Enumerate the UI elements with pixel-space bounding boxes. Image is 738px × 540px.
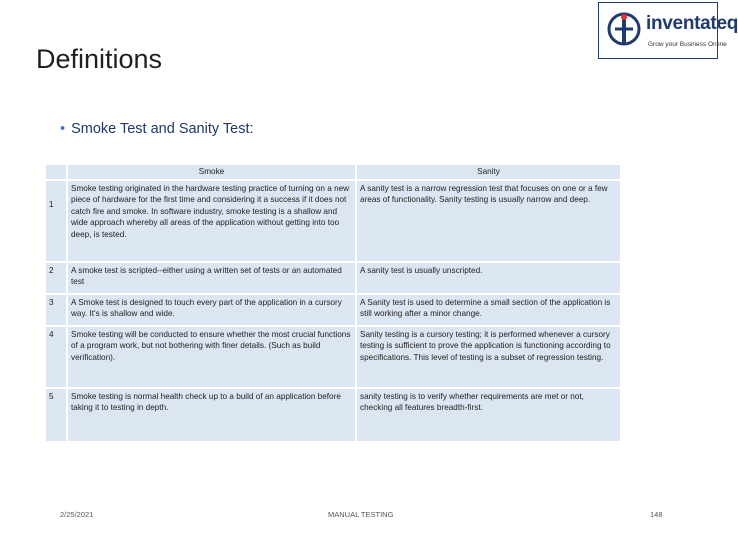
sanity-cell: A Sanity test is used to determine a small section of the application is still working after a minor change.: [356, 294, 621, 326]
row-number-cell: [45, 294, 67, 326]
table-row: [45, 294, 621, 326]
slide-title: Definitions: [36, 44, 163, 74]
row-number: 5: [49, 391, 54, 401]
logo-emblem-icon: [605, 9, 643, 53]
smoke-cell: A smoke test is scripted--either using a written set of tests or an automated test: [67, 262, 356, 294]
sanity-cell: Sanity testing is a cursory testing; it is performed whenever a cursory testing is sufficient to prove the application is functioning according to specifications. This level of testing is a subset of regression testing.: [356, 326, 621, 388]
table-row: [45, 180, 621, 262]
row-number: 4: [49, 329, 54, 339]
table-row: [45, 388, 621, 442]
smoke-cell: Smoke testing originated in the hardware testing practice of turning on a new piece of hardware for the first time and considering it a success if it does not catch fire and smoke. In software industry, smoke testing is a shallow and wide approach whereby all areas of the application without getting into too deep, is tested.: [67, 180, 356, 262]
header-cell-sanity: Sanity: [356, 164, 621, 180]
header-cell-smoke: Smoke: [67, 164, 356, 180]
table-header-row: [45, 164, 621, 180]
footer-title: MANUAL TESTING: [328, 510, 394, 519]
bullet-icon: •: [60, 121, 66, 137]
logo-wordmark: inventateq: [646, 13, 738, 34]
sanity-cell: A sanity test is usually unscripted.: [356, 262, 621, 294]
row-number-cell: [45, 262, 67, 294]
sanity-cell: A sanity test is a narrow regression test that focuses on one or a few areas of functionality. Sanity testing is usually narrow and deep.: [356, 180, 621, 262]
smoke-cell: Smoke testing is normal health check up to a build of an application before taking it to testing in depth.: [67, 388, 356, 442]
row-number: 2: [49, 265, 54, 275]
smoke-cell: Smoke testing will be conducted to ensure whether the most crucial functions of a program work, but not bothering with finer details. (Such as build verification).: [67, 326, 356, 388]
row-number-cell: [45, 326, 67, 388]
row-number-cell: [45, 180, 67, 262]
inventateq-logo: [598, 2, 738, 59]
table-row: [45, 262, 621, 294]
smoke-cell: A Smoke test is designed to touch every part of the application in a cursory way. It's is shallow and wide.: [67, 294, 356, 326]
logo-tagline: Grow your Business Online: [648, 41, 727, 48]
comparison-table: [44, 163, 622, 443]
footer-date: 2/25/2021: [60, 510, 94, 519]
bullet-text: Smoke Test and Sanity Test:: [71, 121, 254, 137]
table-row: [45, 326, 621, 388]
sanity-cell: sanity testing is to verify whether requirements are met or not, checking all features breadth-first.: [356, 388, 621, 442]
row-number-cell: [45, 388, 67, 442]
page-number: 148: [650, 510, 663, 519]
header-cell-number: [45, 164, 67, 180]
bullet-point: [60, 121, 254, 137]
row-number: 3: [49, 297, 54, 307]
row-number: 1: [49, 199, 54, 209]
